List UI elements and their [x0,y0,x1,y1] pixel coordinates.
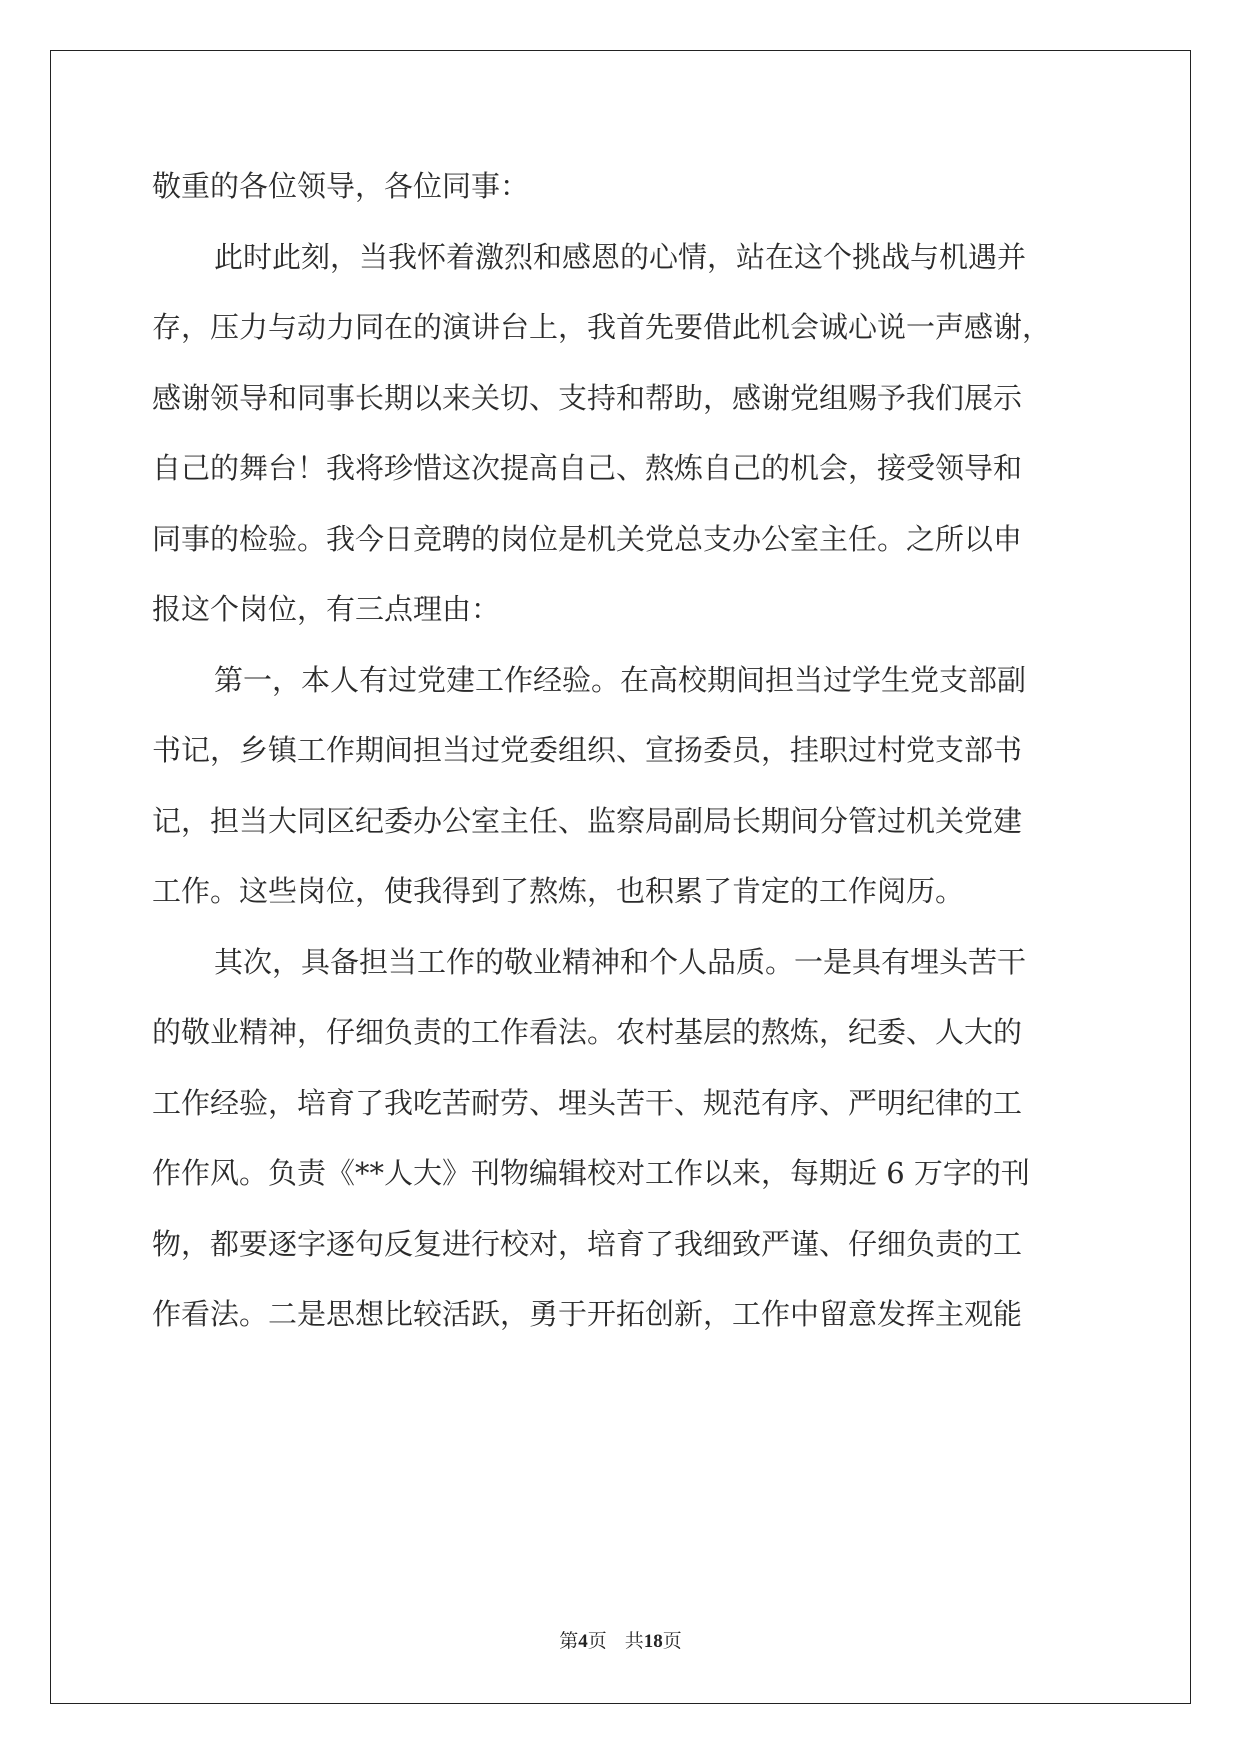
paragraph-line: 此时此刻，当我怀着激烈和感恩的心情，站在这个挑战与机遇并 [214,240,1027,274]
paragraph-line: 书记，乡镇工作期间担当过党委组织、宣扬委员，挂职过村党支部书 [152,733,1023,767]
paragraph-line: 感谢领导和同事长期以来关切、支持和帮助，感谢党组赐予我们展示 [152,381,1023,415]
paragraph-line: 自己的舞台！我将珍惜这次提高自己、熬炼自己的机会，接受领导和 [152,451,1023,485]
total-prefix: 共 [624,1630,644,1652]
paragraph-line: 同事的检验。我今日竞聘的岗位是机关党总支办公室主任。之所以申 [152,522,1023,556]
page-footer [0,1626,1241,1653]
paragraph-line: 报这个岗位，有三点理由： [152,592,501,626]
total-suffix: 页 [662,1630,682,1652]
paragraph-line: 作作风。负责《**人大》刊物编辑校对工作以来，每期近 6 万字的刊 [152,1156,1030,1190]
paragraph-line: 记，担当大同区纪委办公室主任、监察局副局长期间分管过机关党建 [152,804,1023,838]
paragraph-line: 作看法。二是思想比较活跃，勇于开拓创新，工作中留意发挥主观能 [152,1297,1023,1331]
paragraph-line: 第一，本人有过党建工作经验。在高校期间担当过学生党支部副 [214,663,1027,697]
paragraph-line: 物，都要逐字逐句反复进行校对，培育了我细致严谨、仔细负责的工 [152,1227,1023,1261]
paragraph-line: 工作经验，培育了我吃苦耐劳、埋头苦干、规范有序、严明纪律的工 [152,1086,1023,1120]
total-pages: 18 [643,1631,663,1652]
paragraph-line: 工作。这些岗位，使我得到了熬炼，也积累了肯定的工作阅历。 [152,874,965,908]
salutation-line: 敬重的各位领导，各位同事： [152,169,530,203]
page-prefix: 第 [559,1630,579,1652]
paragraph-line: 其次，具备担当工作的敬业精神和个人品质。一是具有埋头苦干 [214,945,1027,979]
page-number: 4 [578,1631,588,1652]
page-suffix: 页 [587,1630,607,1652]
paragraph-line: 存，压力与动力同在的演讲台上，我首先要借此机会诚心说一声感谢， [152,310,1052,344]
paragraph-line: 的敬业精神，仔细负责的工作看法。农村基层的熬炼，纪委、人大的 [152,1015,1023,1049]
